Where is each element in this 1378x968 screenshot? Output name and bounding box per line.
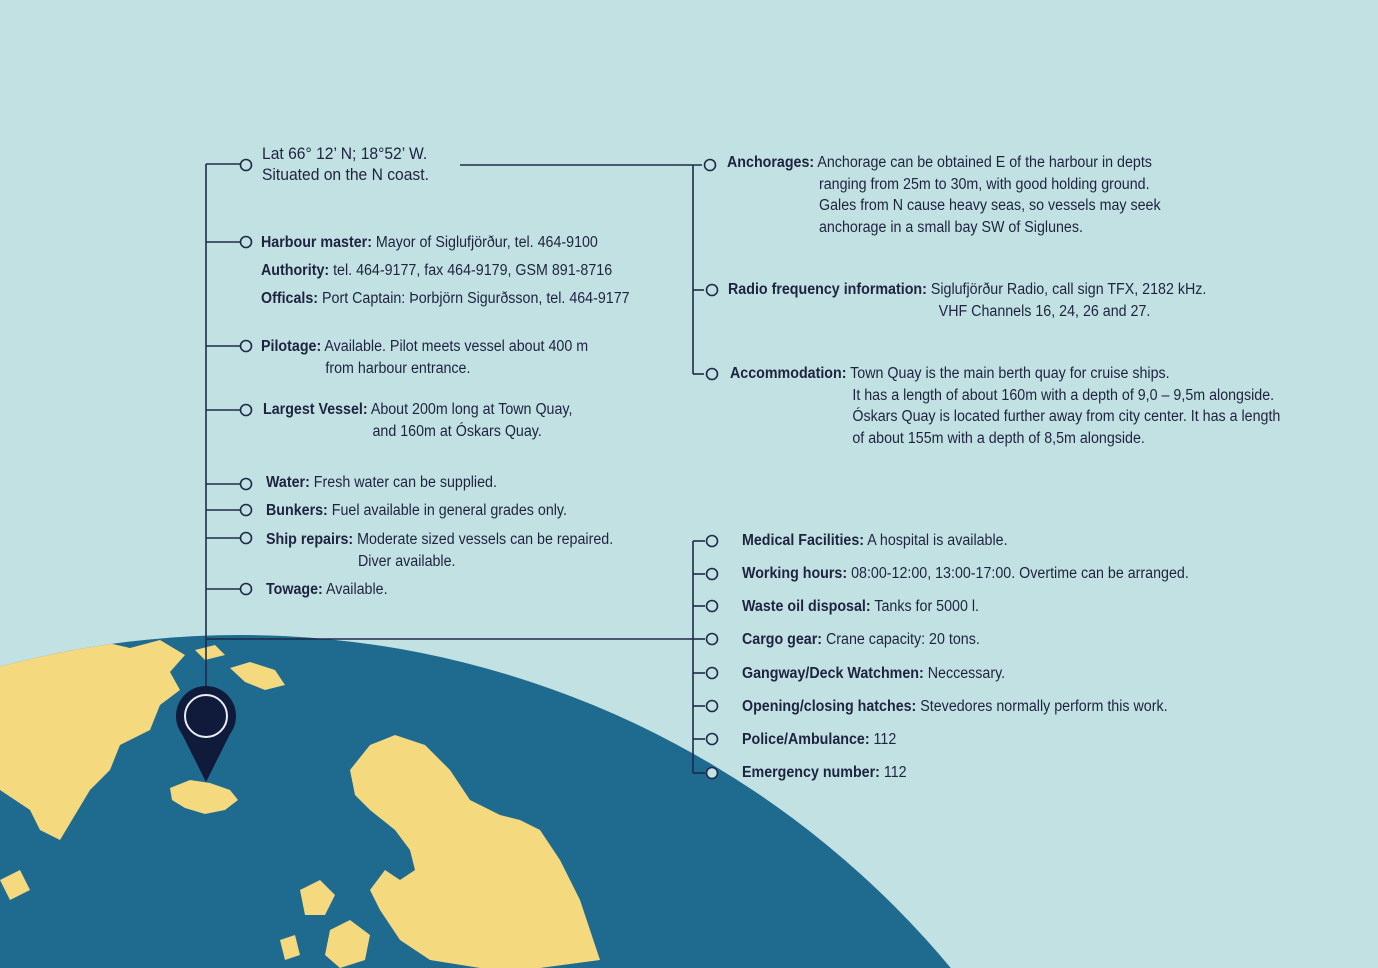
accommodation-label: Accommodation: [730,365,847,382]
list-item [742,762,907,784]
water-label: Water: [266,474,310,491]
anchorages [727,152,1161,238]
bunkers [266,500,567,522]
gangway-label: Gangway/Deck Watchmen: [742,665,924,682]
emergency-label: Emergency number: [742,764,880,781]
working-hours-text: 08:00-12:00, 13:00-17:00. Overtime can be arranged. [851,565,1189,582]
pilotage-label: Pilotage: [261,338,322,355]
officials [261,288,630,310]
officials-text: Port Captain: Þorbjörn Sigurðsson, tel. 464-9177 [322,290,630,307]
authority-label: Authority: [261,262,330,279]
largest-vessel-cont: and 160m at Óskars Quay. [372,422,542,440]
location-info [262,143,429,185]
location-lat: Lat 66° 12’ N; 18°52’ W. [262,144,428,163]
bunkers-label: Bunkers: [266,502,328,519]
list-item [742,563,1189,585]
towage-label: Towage: [266,581,323,598]
radio-label: Radio frequency information: [728,281,927,298]
accommodation [730,363,1280,449]
working-hours-label: Working hours: [742,565,848,582]
ship-repairs [266,529,613,572]
largest-vessel-text: About 200m long at Town Quay, [370,401,573,418]
towage [266,579,388,601]
location-coast: Situated on the N coast. [262,165,429,184]
emergency-text: 112 [883,764,907,781]
ship-repairs-label: Ship repairs: [266,531,354,548]
list-item [742,663,1005,685]
police-text: 112 [873,731,897,748]
radio-frequency [728,279,1206,322]
radio-text: Siglufjörður Radio, call sign TFX, 2182 kHz. [930,281,1207,298]
list-item [742,629,980,651]
largest-vessel-label: Largest Vessel: [263,401,368,418]
police-label: Police/Ambulance: [742,731,870,748]
gangway-text: Neccessary. [927,665,1006,682]
pilotage [261,336,588,379]
ship-repairs-cont: Diver available. [358,552,456,570]
waste-oil-text: Tanks for 5000 l. [874,598,979,615]
authority-text: tel. 464-9177, fax 464-9179, GSM 891-8716 [333,262,613,279]
accommodation-cont-2: Óskars Quay is located further away from city center. It has a length [852,408,1281,425]
pilotage-text: Available. Pilot meets vessel about 400 m [324,338,589,355]
authority [261,260,612,282]
list-item [742,530,1008,552]
harbour-master-text: Mayor of Siglufjörður, tel. 464-9100 [375,234,598,251]
list-item [742,696,1168,718]
medical-label: Medical Facilities: [742,532,865,549]
harbour-master [261,232,598,254]
anchorages-cont-1: ranging from 25m to 30m, with good holding ground. [819,175,1150,193]
water-text: Fresh water can be supplied. [313,474,497,491]
pilotage-cont: from harbour entrance. [325,359,471,377]
towage-text: Available. [325,581,388,598]
accommodation-cont-3: of about 155m with a depth of 8,5m alongside. [852,429,1145,447]
anchorages-cont-2: Gales from N cause heavy seas, so vessels may seek [819,197,1161,214]
harbour-master-label: Harbour master: [261,234,372,251]
globe [0,635,1168,968]
anchorages-label: Anchorages: [727,154,815,171]
anchorages-text: Anchorage can be obtained E of the harbour in depts [817,154,1152,171]
waste-oil-label: Waste oil disposal: [742,598,871,615]
accommodation-cont-1: It has a length of about 160m with a depth of 9,0 – 9,5m alongside. [852,386,1275,404]
cargo-gear-label: Cargo gear: [742,631,823,648]
radio-cont: VHF Channels 16, 24, 26 and 27. [938,302,1151,320]
ship-repairs-text: Moderate sized vessels can be repaired. [357,531,614,548]
bunkers-text: Fuel available in general grades only. [331,502,567,519]
hatches-text: Stevedores normally perform this work. [920,698,1168,715]
cargo-gear-text: Crane capacity: 20 tons. [826,631,980,648]
list-item [742,596,979,618]
largest-vessel [263,399,572,442]
officials-label: Officals: [261,290,319,307]
anchorages-cont-3: anchorage in a small bay SW of Siglunes. [819,218,1083,236]
water [266,472,497,494]
accommodation-text: Town Quay is the main berth quay for cruise ships. [850,365,1170,382]
hatches-label: Opening/closing hatches: [742,698,917,715]
medical-text: A hospital is available. [867,532,1008,549]
list-item [742,729,896,751]
